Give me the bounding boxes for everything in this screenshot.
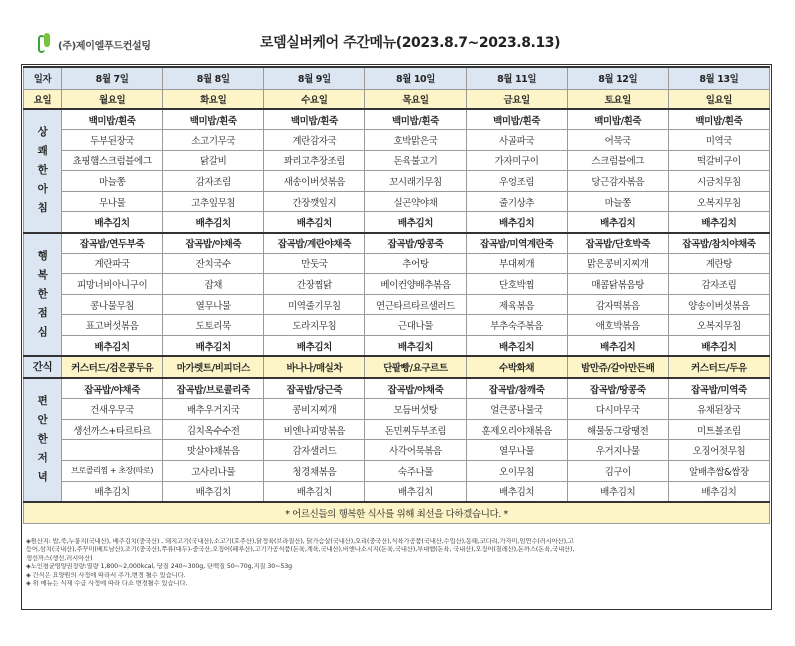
menu-item: 배추김치 bbox=[163, 481, 264, 502]
menu-item: 배추김치 bbox=[365, 481, 466, 502]
menu-item: 근대나물 bbox=[365, 315, 466, 336]
origin-note: 등어,삼치(국내산),주꾸미(베트남산),조기(중국산),쭈류(대두)-중국산,오징어(페루산),고기가공식품(돈육,계육,국내산),비엔나소시지(돈육,국내산),부대햄(돈육, 국내산),오징어(칠레산),돈까스(돈육,국내산), bbox=[26, 546, 575, 554]
snack-item: 마가렛트/비피더스 bbox=[163, 356, 264, 378]
menu-item: 시금치무침 bbox=[668, 171, 769, 192]
date-cell: 8월 13일 bbox=[668, 67, 769, 89]
menu-item: 배추김치 bbox=[365, 336, 466, 357]
menu-item: 무나물 bbox=[62, 191, 163, 212]
menu-item: 맑은콩비지찌개 bbox=[567, 253, 668, 274]
snack-row bbox=[24, 356, 770, 378]
menu-item: 콩비지찌개 bbox=[264, 399, 365, 420]
dinner-row bbox=[24, 378, 770, 399]
menu-item: 백미밥/흰죽 bbox=[567, 109, 668, 130]
menu-item: 유채된장국 bbox=[668, 399, 769, 420]
menu-item: 돈육불고기 bbox=[365, 150, 466, 171]
menu-item: 가자미구이 bbox=[466, 150, 567, 171]
company-logo bbox=[36, 32, 151, 56]
menu-item: 해물동그랑땡전 bbox=[567, 419, 668, 440]
dinner-label bbox=[24, 378, 62, 502]
dow-cell: 수요일 bbox=[264, 89, 365, 109]
menu-item: 콩나물무침 bbox=[62, 294, 163, 315]
menu-item: 도라지무침 bbox=[264, 315, 365, 336]
menu-item: 배추김치 bbox=[466, 336, 567, 357]
lunch-row bbox=[24, 294, 770, 315]
breakfast-row bbox=[24, 150, 770, 171]
menu-item: 잡곡밥/당근죽 bbox=[264, 378, 365, 399]
menu-item: 도토리묵 bbox=[163, 315, 264, 336]
menu-item: 애호박볶음 bbox=[567, 315, 668, 336]
menu-item: 닭갈비 bbox=[163, 150, 264, 171]
menu-item: 오복지무침 bbox=[668, 315, 769, 336]
menu-item: 김치옥수수전 bbox=[163, 419, 264, 440]
menu-item: 열무나물 bbox=[466, 440, 567, 461]
lunch-row bbox=[24, 233, 770, 254]
snack-item: 바나나/매실차 bbox=[264, 356, 365, 378]
menu-item: 비엔나피망볶음 bbox=[264, 419, 365, 440]
menu-item: 호박맑은국 bbox=[365, 130, 466, 151]
menu-item: 배추김치 bbox=[163, 212, 264, 233]
lunch-label-char: 심 bbox=[37, 325, 48, 338]
menu-item: 두부된장국 bbox=[62, 130, 163, 151]
weekly-menu-table bbox=[23, 66, 770, 524]
dow-cell: 일요일 bbox=[668, 89, 769, 109]
breakfast-label-char: 상 bbox=[37, 126, 48, 139]
menu-item: 맛살야채볶음 bbox=[163, 440, 264, 461]
menu-item: 계란탕 bbox=[668, 253, 769, 274]
breakfast-label-char: 한 bbox=[37, 164, 48, 177]
menu-item: 백미밥/흰죽 bbox=[163, 109, 264, 130]
menu-item: 김구이 bbox=[567, 461, 668, 482]
dinner-label-char: 편 bbox=[37, 395, 48, 408]
menu-item: 알배추쌈&쌈장 bbox=[668, 461, 769, 482]
breakfast-label bbox=[24, 109, 62, 233]
menu-item: 백미밥/흰죽 bbox=[264, 109, 365, 130]
menu-item: 감자조림 bbox=[163, 171, 264, 192]
dinner-label-char: 한 bbox=[37, 433, 48, 446]
menu-item: 배추김치 bbox=[668, 212, 769, 233]
menu-item: 만둣국 bbox=[264, 253, 365, 274]
breakfast-row bbox=[24, 171, 770, 192]
menu-item: 배추김치 bbox=[62, 481, 163, 502]
snack-item: 단팥빵/요구르트 bbox=[365, 356, 466, 378]
menu-item: 백미밥/흰죽 bbox=[365, 109, 466, 130]
menu-item: 부추숙주볶음 bbox=[466, 315, 567, 336]
menu-item: 부대찌개 bbox=[466, 253, 567, 274]
menu-item: 마늘쫑 bbox=[567, 191, 668, 212]
snack-item: 밤만쥬/갈아만든배 bbox=[567, 356, 668, 378]
menu-item: 잡곡밥/단호박죽 bbox=[567, 233, 668, 254]
menu-item: 훈제오리야채볶음 bbox=[466, 419, 567, 440]
dinner-row bbox=[24, 481, 770, 502]
menu-item: 잡곡밥/야채죽 bbox=[365, 378, 466, 399]
menu-item: 모듬버섯탕 bbox=[365, 399, 466, 420]
menu-item: 오징어젓무침 bbox=[668, 440, 769, 461]
menu-item: 매콤닭볶음탕 bbox=[567, 274, 668, 295]
lunch-label-char: 점 bbox=[37, 306, 48, 319]
menu-item: 사골파국 bbox=[466, 130, 567, 151]
date-cell: 8월 11일 bbox=[466, 67, 567, 89]
dow-cell: 금요일 bbox=[466, 89, 567, 109]
menu-item: 배추김치 bbox=[264, 212, 365, 233]
menu-item: 새송이버섯볶음 bbox=[264, 171, 365, 192]
snack-label: 간식 bbox=[24, 356, 62, 378]
date-cell: 8월 9일 bbox=[264, 67, 365, 89]
menu-item: 쵸핑햄스크럼블에그 bbox=[62, 150, 163, 171]
leaf-logo-icon bbox=[36, 33, 54, 55]
menu-item: 잡곡밥/브로콜리죽 bbox=[163, 378, 264, 399]
dinner-label-char: 녁 bbox=[37, 471, 48, 484]
menu-item: 스크럼블에그 bbox=[567, 150, 668, 171]
snack-item: 커스터드/두유 bbox=[668, 356, 769, 378]
menu-item: 베이컨양배추볶음 bbox=[365, 274, 466, 295]
menu-item: 얼큰콩나물국 bbox=[466, 399, 567, 420]
menu-item: 추어탕 bbox=[365, 253, 466, 274]
menu-item: 배추김치 bbox=[264, 481, 365, 502]
date-cell: 8월 10일 bbox=[365, 67, 466, 89]
menu-item: 감자샐러드 bbox=[264, 440, 365, 461]
menu-item: 실곤약야채 bbox=[365, 191, 466, 212]
menu-item: 배추김치 bbox=[62, 212, 163, 233]
date-cell: 8월 12일 bbox=[567, 67, 668, 89]
date-cell: 8월 8일 bbox=[163, 67, 264, 89]
menu-item: 배추김치 bbox=[466, 481, 567, 502]
snack-item: 수박화채 bbox=[466, 356, 567, 378]
date-cell: 8월 7일 bbox=[62, 67, 163, 89]
dow-label: 요일 bbox=[24, 89, 62, 109]
breakfast-row bbox=[24, 130, 770, 151]
menu-item: 잡곡밥/미역죽 bbox=[668, 378, 769, 399]
menu-item: 양송이버섯볶음 bbox=[668, 294, 769, 315]
menu-item: 잡곡밥/땅콩죽 bbox=[567, 378, 668, 399]
menu-item: 백미밥/흰죽 bbox=[62, 109, 163, 130]
lunch-label-char: 행 bbox=[37, 249, 48, 262]
footer-notes bbox=[26, 538, 766, 588]
breakfast-label-char: 침 bbox=[37, 202, 48, 215]
menu-item: 다시마무국 bbox=[567, 399, 668, 420]
menu-item: 미역줄기무침 bbox=[264, 294, 365, 315]
menu-item: 잡곡밥/땅콩죽 bbox=[365, 233, 466, 254]
dow-cell: 월요일 bbox=[62, 89, 163, 109]
menu-item: 계란파국 bbox=[62, 253, 163, 274]
menu-item: 배추김치 bbox=[668, 336, 769, 357]
nutrition-note: ◈노인평균영양권장량:열량 1,800~2,000kcal, 당질 240~300g, 단백질 50~70g,지질 30~53g bbox=[26, 563, 293, 571]
menu-item: 잡곡밥/참깨죽 bbox=[466, 378, 567, 399]
page-title: 로뎀실버케어 주간메뉴(2023.8.7~2023.8.13) bbox=[260, 35, 561, 51]
dinner-row bbox=[24, 399, 770, 420]
menu-item: 잡곡밥/미역계란죽 bbox=[466, 233, 567, 254]
menu-item: 오이무침 bbox=[466, 461, 567, 482]
menu-item: 단호박찜 bbox=[466, 274, 567, 295]
menu-item: 배추김치 bbox=[365, 212, 466, 233]
menu-item: 어묵국 bbox=[567, 130, 668, 151]
origin-note: ◈원산지: 밥,죽,누룽지(국내산), 배추김치(중국산) , 돼지고기(국내산),소고기(호주산),닭정육(브라질산), 닭가슴살(국내산),오리(중국산),식육가공품(국내산,수입산),동태,코다리,가자미,임연수(러시아산),고 bbox=[26, 538, 574, 545]
menu-item: 배추김치 bbox=[466, 212, 567, 233]
menu-item: 소고기무국 bbox=[163, 130, 264, 151]
menu-item: 떡갈비구이 bbox=[668, 150, 769, 171]
dow-cell: 목요일 bbox=[365, 89, 466, 109]
menu-item: 마늘쫑 bbox=[62, 171, 163, 192]
menu-item: 배추김치 bbox=[62, 336, 163, 357]
breakfast-label-char: 아 bbox=[37, 183, 48, 196]
menu-item: 건새우무국 bbox=[62, 399, 163, 420]
menu-item: 피망너비아니구이 bbox=[62, 274, 163, 295]
menu-item: 표고버섯볶음 bbox=[62, 315, 163, 336]
lunch-row bbox=[24, 274, 770, 295]
note-row bbox=[24, 502, 770, 524]
closing-note: * 어르신들의 행복한 식사를 위해 최선을 다하겠습니다. * bbox=[24, 502, 770, 524]
menu-item: 배추김치 bbox=[567, 212, 668, 233]
menu-item: 백미밥/흰죽 bbox=[668, 109, 769, 130]
menu-item: 생선까스+타르타르 bbox=[62, 419, 163, 440]
dow-cell: 토요일 bbox=[567, 89, 668, 109]
lunch-label-char: 복 bbox=[37, 268, 48, 281]
menu-item: 잡곡밥/야채죽 bbox=[163, 233, 264, 254]
menu-item: 우거지나물 bbox=[567, 440, 668, 461]
date-row bbox=[24, 67, 770, 89]
menu-item: 잡곡밥/연두부죽 bbox=[62, 233, 163, 254]
menu-item: 간장깻잎지 bbox=[264, 191, 365, 212]
menu-item: 미역국 bbox=[668, 130, 769, 151]
menu-item: 잡곡밥/계란야채죽 bbox=[264, 233, 365, 254]
menu-item: 배추김치 bbox=[264, 336, 365, 357]
menu-item: 줄기상추 bbox=[466, 191, 567, 212]
lunch-label bbox=[24, 233, 62, 357]
menu-item: 잡곡밥/참치야채죽 bbox=[668, 233, 769, 254]
menu-item: 잔치국수 bbox=[163, 253, 264, 274]
menu-item: 연근타르타르샐러드 bbox=[365, 294, 466, 315]
lunch-row bbox=[24, 336, 770, 357]
company-name: (주)제이엘푸드컨설팅 bbox=[58, 40, 151, 52]
menu-item: 간장찜닭 bbox=[264, 274, 365, 295]
dinner-row bbox=[24, 419, 770, 440]
lunch-row bbox=[24, 253, 770, 274]
lunch-label-char: 한 bbox=[37, 287, 48, 300]
menu-item: 오복지무침 bbox=[668, 191, 769, 212]
change-note: ◈ 위 메뉴는 식재 수급 사정에 따라 다소 변경될수 있습니다. bbox=[26, 580, 188, 588]
snack-note: ◈ 간식은 요양원의 사정에 따라서 추가,변경 될수 있습니다. bbox=[26, 571, 186, 579]
menu-item: 제육볶음 bbox=[466, 294, 567, 315]
menu-item: 계란감자국 bbox=[264, 130, 365, 151]
menu-item: 감자떡볶음 bbox=[567, 294, 668, 315]
menu-item: 배추김치 bbox=[668, 481, 769, 502]
breakfast-row bbox=[24, 212, 770, 233]
menu-item: 꽈리고추장조림 bbox=[264, 150, 365, 171]
dinner-label-char: 저 bbox=[37, 452, 48, 465]
date-label: 일자 bbox=[24, 67, 62, 89]
menu-item: 꼬시래기무침 bbox=[365, 171, 466, 192]
snack-item: 커스터드/검은콩두유 bbox=[62, 356, 163, 378]
menu-item: 백미밥/흰죽 bbox=[466, 109, 567, 130]
dow-cell: 화요일 bbox=[163, 89, 264, 109]
menu-item: 감자조림 bbox=[668, 274, 769, 295]
dinner-row bbox=[24, 440, 770, 461]
menu-item: 숙주나물 bbox=[365, 461, 466, 482]
menu-item: 당근감자볶음 bbox=[567, 171, 668, 192]
dinner-row bbox=[24, 461, 770, 482]
menu-item: 청경채볶음 bbox=[264, 461, 365, 482]
day-of-week-row bbox=[24, 89, 770, 109]
menu-item: 잡채 bbox=[163, 274, 264, 295]
breakfast-row bbox=[24, 109, 770, 130]
menu-item: 배추김치 bbox=[567, 336, 668, 357]
menu-item: 열무나물 bbox=[163, 294, 264, 315]
menu-item bbox=[62, 440, 163, 461]
menu-item: 미트볼조림 bbox=[668, 419, 769, 440]
menu-item: 배추우거지국 bbox=[163, 399, 264, 420]
menu-item: 우엉조림 bbox=[466, 171, 567, 192]
menu-item: 잡곡밥/야채죽 bbox=[62, 378, 163, 399]
breakfast-row bbox=[24, 191, 770, 212]
menu-item: 배추김치 bbox=[567, 481, 668, 502]
menu-item: 고추잎무침 bbox=[163, 191, 264, 212]
menu-item: 고사리나물 bbox=[163, 461, 264, 482]
menu-item: 브로콜리찜 + 초장(따로) bbox=[62, 461, 163, 482]
menu-item: 배추김치 bbox=[163, 336, 264, 357]
origin-note: 생선까스(생선,러시아산) bbox=[26, 554, 93, 562]
breakfast-label-char: 쾌 bbox=[37, 145, 48, 158]
dinner-label-char: 안 bbox=[37, 414, 48, 427]
lunch-row bbox=[24, 315, 770, 336]
menu-item: 사각어묵볶음 bbox=[365, 440, 466, 461]
menu-item: 돈민찌두부조림 bbox=[365, 419, 466, 440]
